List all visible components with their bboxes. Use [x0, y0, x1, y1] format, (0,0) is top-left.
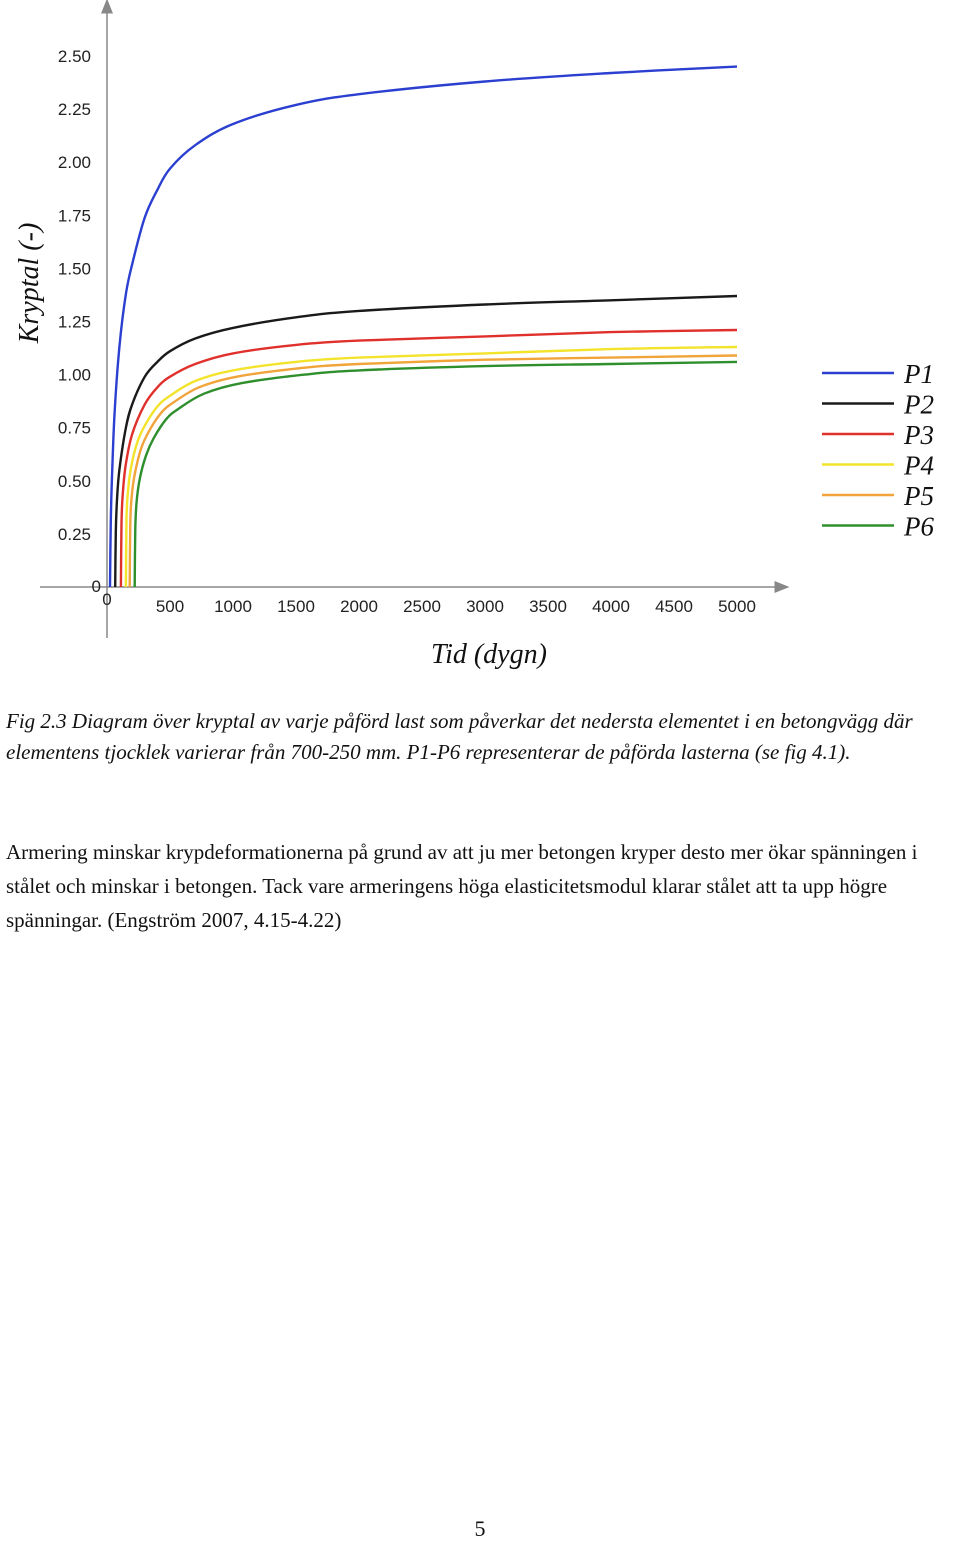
y-ticks — [58, 47, 91, 544]
legend — [822, 359, 934, 542]
legend-label-p5: P5 — [904, 481, 934, 511]
y-tick-label: 0.25 — [57, 524, 91, 544]
x-axis-title: Tid (dygn) — [431, 639, 547, 670]
x-tick-label: 4500 — [655, 597, 693, 616]
y-tick-label: 0.75 — [57, 418, 91, 438]
x-tick-label: 500 — [155, 597, 185, 616]
y-tick-label: 2.00 — [57, 153, 91, 173]
legend-label-p2: P2 — [904, 389, 934, 420]
x-tick-label: 2000 — [340, 597, 378, 616]
x-tick-label: 1000 — [214, 597, 252, 616]
series-line-p4 — [126, 347, 737, 587]
x-tick-label: 1500 — [277, 597, 315, 616]
legend-label-p4: P4 — [904, 450, 934, 481]
y-tick-label: 2.25 — [57, 100, 91, 120]
y-origin-label: 0 — [91, 577, 101, 596]
body-paragraph: Armering minskar krypdeformationerna på grund av att ju mer betongen kryper desto mer ökar spänningen i stålet och minskar i betongen. Tack vare armeringens höga elasticitetsmodul klarar stålet att ta upp högre spänningar. (Engström 2007, 4.15-4.22) — [6, 840, 918, 932]
x-tick-label: 4000 — [592, 597, 630, 616]
y-tick-label: 1.00 — [57, 365, 91, 385]
legend-label-p1: P1 — [904, 359, 934, 389]
page-number: 5 — [474, 1516, 486, 1541]
x-tick-label: 2500 — [403, 597, 441, 616]
x-tick-label: 3500 — [529, 597, 567, 616]
y-tick-label: 1.50 — [57, 259, 91, 279]
x-ticks — [156, 597, 756, 616]
series-line-p2 — [115, 296, 737, 587]
axes — [40, 6, 782, 638]
legend-label-p3: P3 — [904, 420, 934, 450]
y-tick-label: 1.25 — [57, 312, 91, 332]
y-axis-title: Kryptal (-) — [14, 222, 45, 344]
x-origin-label: 0 — [102, 590, 112, 609]
creep-chart — [0, 0, 960, 690]
series-lines — [110, 67, 737, 587]
y-tick-label: 2.50 — [57, 47, 91, 66]
series-line-p6 — [135, 362, 737, 587]
y-tick-label: 0.50 — [57, 471, 91, 491]
x-tick-label: 5000 — [718, 597, 756, 616]
legend-label-p6: P6 — [904, 511, 934, 542]
figure-caption: Fig 2.3 Diagram över kryptal av varje påförd last som påverkar det nedersta elementet i en betongvägg där elementens tjocklek varierar från 700-250 mm. P1-P6 representerar de påförda lasterna (se fig 4.1). — [6, 709, 913, 764]
series-line-p1 — [110, 67, 737, 587]
x-tick-label: 3000 — [466, 597, 504, 616]
series-line-p5 — [130, 356, 737, 588]
y-tick-label: 1.75 — [57, 206, 91, 226]
